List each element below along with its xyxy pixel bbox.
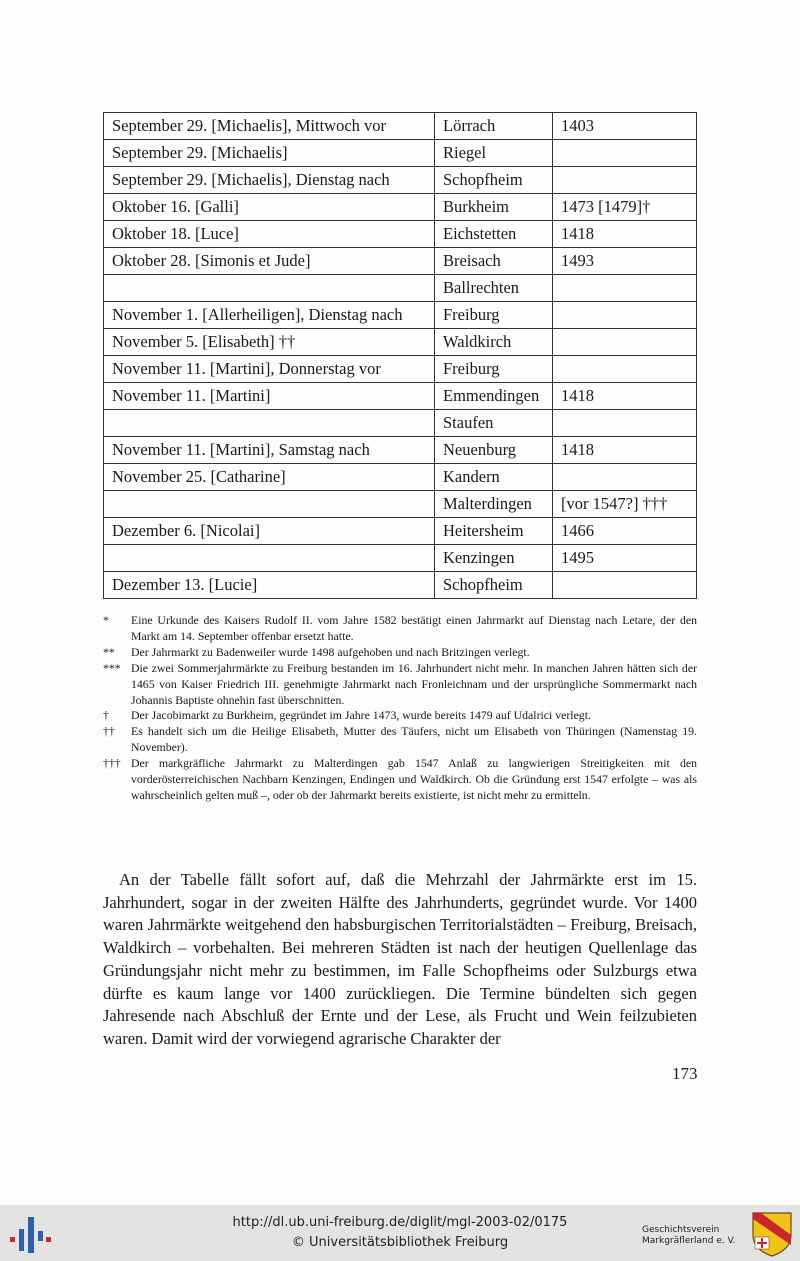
footnote-text: Der Jacobimarkt zu Burkheim, gegründet im Jahre 1473, wurde bereits 1479 auf Udalrici verlegt. xyxy=(131,708,591,723)
footnote xyxy=(103,661,697,709)
footnote xyxy=(103,613,697,645)
place-cell: Eichstetten xyxy=(435,221,553,248)
date-cell xyxy=(104,545,435,572)
year-cell xyxy=(553,275,697,302)
place-cell: Neuenburg xyxy=(435,437,553,464)
table-row xyxy=(104,140,697,167)
table-row xyxy=(104,275,697,302)
table-row xyxy=(104,437,697,464)
date-cell: November 11. [Martini] xyxy=(104,383,435,410)
date-cell xyxy=(104,491,435,518)
page-number: 173 xyxy=(672,1064,698,1083)
society-name xyxy=(642,1225,735,1247)
table-row xyxy=(104,383,697,410)
footnote-mark: * xyxy=(103,613,109,627)
table-row xyxy=(104,464,697,491)
footnote xyxy=(103,708,697,724)
date-cell: Dezember 6. [Nicolai] xyxy=(104,518,435,545)
year-cell xyxy=(553,572,697,599)
year-cell xyxy=(553,302,697,329)
date-cell: Oktober 16. [Galli] xyxy=(104,194,435,221)
body-paragraph: An der Tabelle fällt sofort auf, daß die Mehrzahl der Jahrmärkte erst im 15. Jahrhundert, sogar in der zweiten Hälfte des Jahrhunderts, gegründet wurde. Vor 1400 waren Jahrmärkte weitgehend den habsburgischen Territorialstädten – Freiburg, Breisach, Waldkirch – vorbehalten. Bei mehreren Städten ist nach der heutigen Quellenlage das Gründungsjahr nicht mehr zu bestimmen, im Falle Schopfheims oder Sulzburgs etwa dürfte es kaum lange vor 1400 zurückliegen. Die Termine bündelten sich gegen Jahresende nach Abschluß der Ernte und der Lese, als Frucht und Wein feilzubieten waren. Damit wird der vorwiegend agrarische Charakter der xyxy=(103,870,697,1048)
table-row xyxy=(104,221,697,248)
year-cell: 1418 xyxy=(553,437,697,464)
place-cell: Schopfheim xyxy=(435,167,553,194)
year-cell xyxy=(553,356,697,383)
year-cell xyxy=(553,410,697,437)
place-cell: Freiburg xyxy=(435,356,553,383)
footnote-mark: ** xyxy=(103,644,115,659)
table-row xyxy=(104,572,697,599)
date-cell: Oktober 28. [Simonis et Jude] xyxy=(104,248,435,275)
year-cell: 1473 [1479]† xyxy=(553,194,697,221)
place-cell: Ballrechten xyxy=(435,275,553,302)
year-cell xyxy=(553,140,697,167)
date-cell: Oktober 18. [Luce] xyxy=(104,221,435,248)
table-row xyxy=(104,302,697,329)
date-cell xyxy=(104,410,435,437)
place-cell: Riegel xyxy=(435,140,553,167)
footnote-text: Es handelt sich um die Heilige Elisabeth, Mutter des Täufers, nicht um Elisabeth von Thüringen (Namenstag 19. November). xyxy=(131,724,697,755)
table-row xyxy=(104,410,697,437)
date-cell: November 1. [Allerheiligen], Dienstag nach xyxy=(104,302,435,329)
footnote xyxy=(103,645,697,661)
footnotes xyxy=(103,613,697,804)
date-cell: Dezember 13. [Lucie] xyxy=(104,572,435,599)
date-cell xyxy=(104,275,435,302)
footnote-text: Die zwei Sommerjahrmärkte zu Freiburg bestanden im 16. Jahrhundert nicht mehr. In manchen Jahren hätten sich der 1465 von Kaiser Friedrich III. genehmigte Jahrmarkt nach Fronleichnam und der ursprüngliche Sommermarkt nach Johannis Baptiste ohnehin fast überschnitten. xyxy=(131,660,697,707)
place-cell: Staufen xyxy=(435,410,553,437)
place-cell: Breisach xyxy=(435,248,553,275)
footnote-mark: † xyxy=(103,708,109,723)
footnote-text: Eine Urkunde des Kaisers Rudolf II. vom Jahre 1582 bestätigt einen Jahrmarkt auf Dienstag nach Letare, der den Markt am 14. September offenbar ersetzt hatte. xyxy=(131,613,697,643)
footnote xyxy=(103,724,697,756)
table-row xyxy=(104,491,697,518)
date-cell: November 5. [Elisabeth] †† xyxy=(104,329,435,356)
year-cell: 1495 xyxy=(553,545,697,572)
society-line-1: Geschichtsverein xyxy=(642,1225,720,1235)
footnote-text: Der markgräfliche Jahrmarkt zu Malterdingen gab 1547 Anlaß zu langwierigen Streitigkeiten mit den vorderösterreichischen Nachbarn Kenzingen, Endingen und Waldkirch. Ob die Gründung erst 1547 erfolgte – was als wahrscheinlich gelten muß –, oder ob der Jahrmarkt bereits existierte, ist nicht mehr zu ermitteln. xyxy=(131,756,697,802)
society-line-2: Markgräflerland e. V. xyxy=(642,1236,736,1246)
year-cell: 1493 xyxy=(553,248,697,275)
year-cell: 1418 xyxy=(553,221,697,248)
market-table xyxy=(103,112,697,599)
footnote-mark: ††† xyxy=(103,756,121,771)
footer-citation xyxy=(170,1213,630,1253)
year-cell: 1403 xyxy=(553,113,697,140)
place-cell: Lörrach xyxy=(435,113,553,140)
footnote xyxy=(103,756,697,804)
place-cell: Waldkirch xyxy=(435,329,553,356)
place-cell: Heitersheim xyxy=(435,518,553,545)
year-cell xyxy=(553,329,697,356)
footer-copyright: © Universitätsbibliothek Freiburg xyxy=(291,1235,509,1250)
year-cell: 1418 xyxy=(553,383,697,410)
place-cell: Freiburg xyxy=(435,302,553,329)
year-cell: [vor 1547?] ††† xyxy=(553,491,697,518)
table-row xyxy=(104,194,697,221)
date-cell: November 25. [Catharine] xyxy=(104,464,435,491)
table-row xyxy=(104,248,697,275)
table-row xyxy=(104,329,697,356)
table-row xyxy=(104,356,697,383)
place-cell: Malterdingen xyxy=(435,491,553,518)
date-cell: November 11. [Martini], Samstag nach xyxy=(104,437,435,464)
year-cell: 1466 xyxy=(553,518,697,545)
footnote-mark: *** xyxy=(103,660,121,675)
date-cell: September 29. [Michaelis], Mittwoch vor xyxy=(104,113,435,140)
table-row xyxy=(104,545,697,572)
place-cell: Emmendingen xyxy=(435,383,553,410)
date-cell: September 29. [Michaelis] xyxy=(104,140,435,167)
market-table-body xyxy=(104,113,697,599)
ub-freiburg-logo-icon[interactable] xyxy=(8,1213,52,1255)
footer-bar xyxy=(0,1205,800,1261)
year-cell xyxy=(553,464,697,491)
footnote-mark: †† xyxy=(103,724,115,739)
coat-of-arms-icon xyxy=(751,1211,793,1257)
footer-url-link[interactable]: http://dl.ub.uni-freiburg.de/diglit/mgl-2003-02/0175 xyxy=(232,1215,568,1230)
table-row xyxy=(104,113,697,140)
date-cell: November 11. [Martini], Donnerstag vor xyxy=(104,356,435,383)
place-cell: Schopfheim xyxy=(435,572,553,599)
table-row xyxy=(104,167,697,194)
body-text xyxy=(103,869,697,1051)
date-cell: September 29. [Michaelis], Dienstag nach xyxy=(104,167,435,194)
year-cell xyxy=(553,167,697,194)
place-cell: Kandern xyxy=(435,464,553,491)
table-row xyxy=(104,518,697,545)
footnote-text: Der Jahrmarkt zu Badenweiler wurde 1498 aufgehoben und nach Britzingen verlegt. xyxy=(131,644,530,659)
place-cell: Burkheim xyxy=(435,194,553,221)
place-cell: Kenzingen xyxy=(435,545,553,572)
